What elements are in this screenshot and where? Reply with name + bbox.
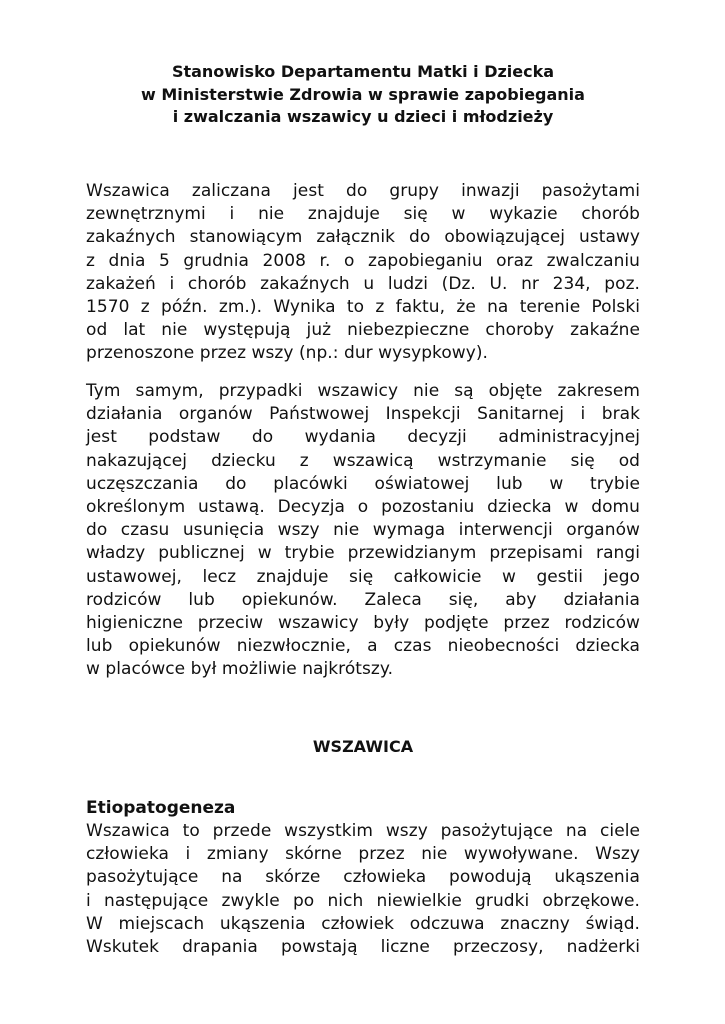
text-line: pasożytujące na skórze człowieka powodują ukąszenia [86, 867, 640, 888]
text-line: i następujące zwykle po nich niewielkie grudki obrzękowe. [86, 890, 640, 911]
text-line: rodziców lub opiekunów. Zaleca się, aby działania [86, 589, 640, 610]
text-line: człowieka i zmiany skórne przez nie wywoływane. Wszy [86, 844, 640, 865]
text-line: zewnętrznymi i nie znajduje się w wykazie chorób [86, 204, 640, 225]
text-line: Wskutek drapania powstają liczne przeczosy, nadżerki [86, 937, 640, 958]
text-line: przenoszone przez wszy (np.: dur wysypkowy). [86, 343, 488, 364]
paragraph-etiopathogenesis [86, 820, 640, 959]
paragraph-intro [86, 180, 640, 366]
text-line: jest podstaw do wydania decyzji administracyjnej [86, 427, 640, 448]
text-line: z dnia 5 grudnia 2008 r. o zapobieganiu oraz zwalczaniu [86, 250, 640, 271]
text-line: uczęszczania do placówki oświatowej lub w trybie [86, 473, 640, 494]
text-line: zakażeń i chorób zakaźnych u ludzi (Dz. U. nr 234, poz. [86, 273, 640, 294]
text-line: Wszawica to przede wszystkim wszy pasożytujące na ciele [86, 821, 640, 841]
section-heading: WSZAWICA [312, 737, 414, 756]
text-line: określonym ustawą. Decyzja o pozostaniu dziecka w domu [86, 497, 640, 518]
text-line: do czasu usunięcia wszy nie wymaga interwencji organów [86, 520, 640, 541]
text-line: władzy publicznej w trybie przewidzianym przepisami rangi [86, 543, 640, 564]
text-line: działania organów Państwowej Inspekcji Sanitarnej i brak [86, 404, 640, 425]
text-line: zakaźnych stanowiącym załącznik do obowiązującej ustawy [86, 227, 640, 248]
text-line: od lat nie występują już niebezpieczne choroby zakaźne [86, 320, 640, 341]
text-line: Tym samym, przypadki wszawicy nie są objęte zakresem [86, 381, 640, 401]
document-title [86, 61, 640, 129]
text-line: 1570 z późn. zm.). Wynika to z faktu, że na terenie Polski [86, 297, 640, 318]
paragraph-legal [86, 380, 640, 682]
title-line: Stanowisko Departamentu Matki i Dziecka [171, 62, 555, 81]
text-line: W miejscach ukąszenia człowiek odczuwa znaczny świąd. [86, 913, 640, 934]
text-line: Wszawica zaliczana jest do grupy inwazji pasożytami [86, 181, 640, 201]
text-line: higieniczne przeciw wszawicy były podjęte przez rodziców [86, 613, 640, 634]
title-line: i zwalczania wszawicy u dzieci i młodzieży [172, 107, 554, 126]
text-line: lub opiekunów niezwłocznie, a czas nieobecności dziecka [86, 636, 640, 657]
sub-heading: Etiopatogeneza [86, 798, 236, 818]
text-line: ustawowej, lecz znajduje się całkowicie w gestii jego [86, 566, 640, 587]
text-line: w placówce był możliwie najkrótszy. [86, 659, 394, 680]
text-line: nakazującej dziecku z wszawicą wstrzymanie się od [86, 450, 640, 471]
title-line: w Ministerstwie Zdrowia w sprawie zapobiegania [141, 84, 585, 104]
